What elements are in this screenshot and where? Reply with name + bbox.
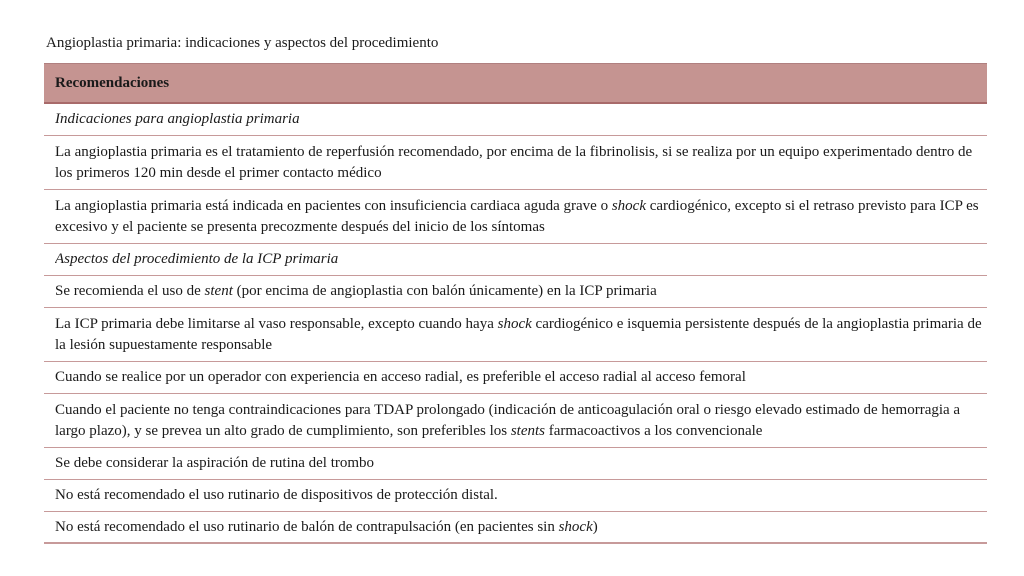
text-segment: ) [592, 518, 598, 535]
text-segment: Se recomienda el uso de [55, 283, 205, 299]
row-text [55, 196, 983, 238]
row-text [55, 485, 498, 506]
section-row [44, 244, 987, 276]
table-caption: Angioplastia primaria: indicaciones y aspectos del procedimiento [46, 35, 439, 51]
text-segment: Se debe considerar la aspiración de rutina del trombo [55, 455, 375, 471]
row-text [55, 314, 983, 356]
row-text [55, 517, 598, 538]
table-row [44, 276, 987, 308]
text-segment: (por encima de angioplastia con balón únicamente) en la ICP primaria [232, 283, 657, 299]
row-text [55, 400, 983, 442]
row-text [55, 142, 983, 184]
table-row [44, 512, 987, 544]
table-row [44, 308, 987, 362]
text-segment: La angioplastia primaria es el tratamiento de reperfusión recomendado, por encima de la fibrinolisis, si se realiza por un equipo experimentado dentro de los primeros 120 min desde el primer contacto médico [55, 143, 973, 181]
text-segment: Indicaciones para angioplastia primaria [55, 111, 300, 127]
table-row [44, 136, 987, 190]
text-segment: La angioplastia primaria está indicada en pacientes con insuficiencia cardiaca aguda grave o [55, 197, 612, 214]
table-row [44, 394, 987, 448]
section-row [44, 104, 987, 136]
text-segment: No está recomendado el uso rutinario de dispositivos de protección distal. [55, 487, 498, 503]
text-segment: Cuando se realice por un operador con experiencia en acceso radial, es preferible el acceso radial al acceso femoral [55, 369, 746, 385]
row-text [55, 249, 338, 270]
italic-term: shock [497, 315, 532, 332]
italic-term: stents [510, 422, 546, 439]
text-segment: cardiogénico e isquemia persistente después de la angioplastia primaria de la lesión supuestamente responsable [55, 315, 982, 353]
italic-term: shock [558, 518, 593, 535]
row-text [55, 109, 300, 130]
text-segment: Cuando el paciente no tenga contraindicaciones para TDAP prolongado (indicación de anticoagulación oral o riesgo elevado estimado de hemorragia a largo plazo), y se prevea un alto grado de cumplimiento, son preferibles los [55, 401, 961, 439]
table-row [44, 190, 987, 244]
italic-term: stent [204, 283, 233, 299]
italic-term: shock [611, 197, 646, 214]
recommendations-table [44, 63, 987, 544]
table-row [44, 480, 987, 512]
text-segment: La ICP primaria debe limitarse al vaso responsable, excepto cuando haya [55, 315, 498, 332]
table-row [44, 448, 987, 480]
text-segment: cardiogénico, excepto si el retraso previsto para ICP es excesivo y el paciente se presenta precozmente después del inicio de los síntomas [55, 197, 979, 235]
text-segment: farmacoactivos a los convencionale [545, 422, 763, 439]
row-text [55, 453, 374, 474]
table-header: Recomendaciones [44, 64, 987, 104]
text-segment: No está recomendado el uso rutinario de balón de contrapulsación (en pacientes sin [55, 518, 559, 535]
text-segment: Aspectos del procedimiento de la ICP primaria [55, 251, 339, 267]
row-text [55, 281, 657, 302]
table-row [44, 362, 987, 394]
row-text [55, 367, 746, 388]
table-body [44, 104, 987, 544]
